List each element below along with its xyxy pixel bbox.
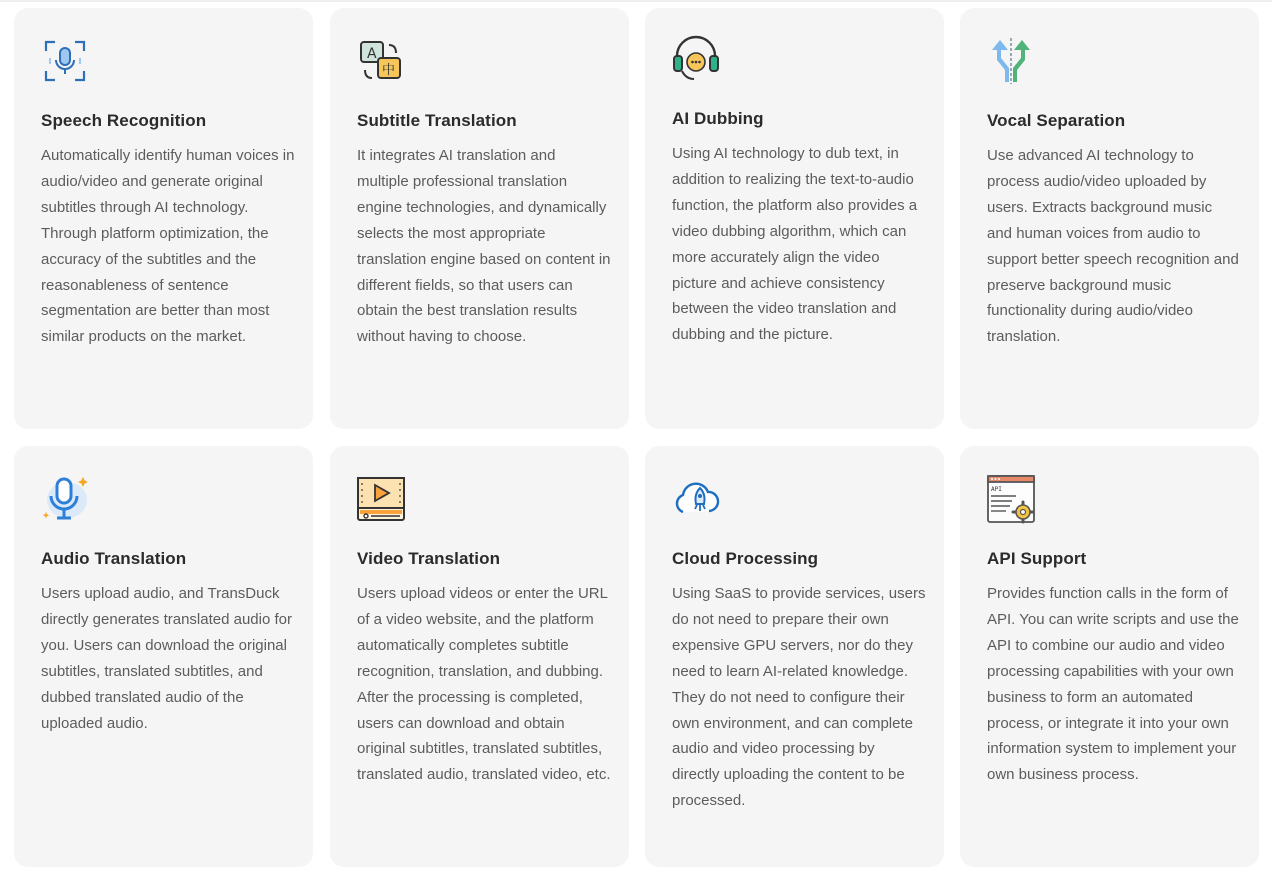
svg-text:中: 中 (382, 63, 396, 78)
feature-description: Use advanced AI technology to process audio/video uploaded by users. Extracts background music and human voices from audio to support better speech recognition and preserve background music functionality during audio/video translation. (987, 147, 1239, 346)
feature-title: Subtitle Translation (357, 111, 517, 130)
feature-card-speech-recognition (14, 8, 313, 429)
feature-description: It integrates AI translation and multiple professional translation engine technologies, and dynamically selects the most appropriate translation engine based on content in different fields, so that users can obtain the best translation results without having to choose. (357, 147, 611, 346)
feature-title: Video Translation (357, 549, 501, 568)
feature-card-vocal-separation (960, 8, 1259, 429)
feature-card-cloud-processing (645, 446, 944, 867)
feature-description: Using AI technology to dub text, in addition to realizing the text-to-audio function, the platform also provides a video dubbing algorithm, which can more accurately align the video picture and achieve consistency between the video translation and dubbing and the picture. (672, 145, 918, 344)
microphone-scan-icon (40, 36, 90, 86)
feature-title: Cloud Processing (672, 549, 819, 568)
feature-title: API Support (987, 549, 1087, 568)
feature-title: Speech Recognition (41, 111, 207, 130)
feature-description: Provides function calls in the form of API. You can write scripts and use the API to combine our audio and video processing capabilities with your own business to form an automated process, or integrate it into your own information system to implement your own business process. (987, 585, 1239, 784)
feature-description: Automatically identify human voices in audio/video and generate original subtitles through AI technology. Through platform optimization, the accuracy of the subtitles and the reasonableness of sentence segmentation are better than most similar products on the market. (41, 147, 295, 346)
feature-card-audio-translation (14, 446, 313, 867)
svg-text:API: API (991, 486, 1002, 493)
api-gear-icon (986, 474, 1036, 524)
feature-description: Users upload videos or enter the URL of a video website, and the platform automatically completes subtitle recognition, translation, and dubbing. After the processing is completed, users can download and obtain original subtitles, translated subtitles, translated audio, translated video, etc. (357, 585, 611, 784)
feature-card-video-translation (330, 446, 629, 867)
top-divider (0, 0, 1272, 2)
microphone-icon (40, 474, 90, 524)
feature-card-api-support (960, 446, 1259, 867)
headset-icon (671, 34, 721, 84)
feature-description: Users upload audio, and TransDuck directly generates translated audio for you. Users can download the original subtitles, translated subtitles, and dubbed translated audio of the uploaded audio. (41, 585, 292, 732)
feature-card-subtitle-translation (330, 8, 629, 429)
feature-title: Vocal Separation (987, 111, 1126, 130)
feature-card-ai-dubbing (645, 8, 944, 429)
feature-title: AI Dubbing (672, 109, 764, 128)
translate-icon (356, 36, 406, 86)
cloud-rocket-icon (671, 474, 721, 524)
feature-title: Audio Translation (41, 549, 187, 568)
svg-text:A: A (367, 46, 377, 62)
feature-description: Using SaaS to provide services, users do not need to prepare their own expensive GPU servers, nor do they need to learn AI-related knowledge. They do not need to configure their own environment, and can complete audio and video processing by directly uploading the content to be processed. (672, 585, 926, 810)
split-arrows-icon (986, 36, 1036, 86)
video-player-icon (356, 474, 406, 524)
